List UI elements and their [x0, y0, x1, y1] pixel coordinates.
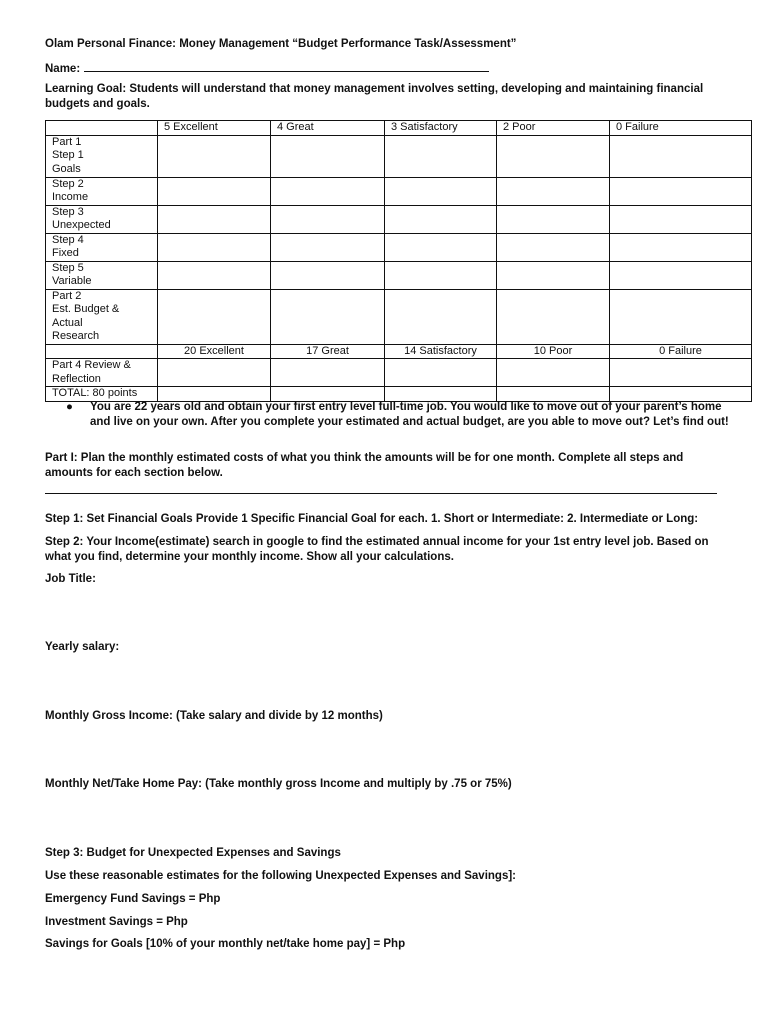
emergency-fund-line: Emergency Fund Savings = Php [45, 893, 221, 905]
rubric-header-row-2 [46, 344, 752, 359]
monthly-gross-label: Monthly Gross Income: (Take salary and divide by 12 months) [45, 710, 383, 722]
rubric-score-cell[interactable] [385, 177, 497, 205]
scenario-text: You are 22 years old and obtain your first entry level full-time job. You would like to move out of your parent’s home and live on your own. After you complete your estimated and actual budget, are you able to move out? Let’s find out! [90, 401, 729, 428]
bullet-icon: ● [66, 401, 73, 413]
use-estimates-text: Use these reasonable estimates for the following Unexpected Expenses and Savings]: [45, 870, 517, 882]
rubric-score-cell[interactable] [271, 177, 385, 205]
rubric-header-cell: 20 Excellent [158, 344, 271, 359]
rubric-header-row [46, 121, 752, 136]
step3-heading: Step 3: Budget for Unexpected Expenses and Savings [45, 847, 341, 859]
rubric-header-cell: 2 Poor [497, 121, 610, 136]
rubric-header-blank [46, 344, 158, 359]
rubric-score-cell[interactable] [385, 387, 497, 402]
document-title: Olam Personal Finance: Money Management “Budget Performance Task/Assessment” [45, 38, 517, 50]
rubric-score-cell[interactable] [610, 233, 752, 261]
learning-goal-label: Learning Goal: [45, 83, 127, 95]
rubric-score-cell[interactable] [610, 205, 752, 233]
rubric-row-label: Part 1 Step 1 Goals [46, 135, 158, 177]
rubric-score-cell[interactable] [497, 387, 610, 402]
part1-instructions: Part I: Plan the monthly estimated costs of what you think the amounts will be for one month. Complete all steps and amounts for each section below. [45, 452, 684, 479]
step1-heading: Step 1: Set Financial Goals Provide 1 Specific Financial Goal for each. 1. Short or Intermediate: 2. Intermediate or Long: [45, 513, 699, 525]
rubric-score-cell[interactable] [271, 233, 385, 261]
rubric-score-cell[interactable] [497, 233, 610, 261]
learning-goal-text: Students will understand that money management involves setting, developing and maintaining financial budgets and goals. [45, 83, 704, 110]
rubric-row-label: Part 2 Est. Budget & Actual Research [46, 289, 158, 344]
yearly-salary-label: Yearly salary: [45, 641, 120, 653]
rubric-score-cell[interactable] [271, 135, 385, 177]
monthly-net-label: Monthly Net/Take Home Pay: (Take monthly gross Income and multiply by .75 or 75%) [45, 778, 512, 790]
rubric-score-cell[interactable] [610, 387, 752, 402]
section-divider [45, 493, 717, 494]
rubric-score-cell[interactable] [158, 177, 271, 205]
rubric-header-cell: 10 Poor [497, 344, 610, 359]
rubric-row [46, 289, 752, 344]
rubric-header-cell: 0 Failure [610, 121, 752, 136]
investment-savings-line: Investment Savings = Php [45, 916, 188, 928]
rubric-header-cell: 17 Great [271, 344, 385, 359]
rubric-row-label: Step 5 Variable [46, 261, 158, 289]
name-label: Name: [45, 63, 81, 75]
savings-goals-line: Savings for Goals [10% of your monthly net/take home pay] = Php [45, 938, 406, 950]
rubric-row [46, 135, 752, 177]
rubric-score-cell[interactable] [385, 205, 497, 233]
rubric-score-cell[interactable] [158, 289, 271, 344]
rubric-score-cell[interactable] [271, 289, 385, 344]
name-field [45, 61, 489, 75]
rubric-score-cell[interactable] [158, 205, 271, 233]
learning-goal [45, 82, 725, 112]
rubric-row-label: Step 3 Unexpected [46, 205, 158, 233]
rubric-header-cell: 3 Satisfactory [385, 121, 497, 136]
rubric-score-cell[interactable] [271, 359, 385, 387]
rubric-table [45, 120, 752, 402]
rubric-score-cell[interactable] [271, 205, 385, 233]
rubric-score-cell[interactable] [385, 359, 497, 387]
rubric-header-cell: 0 Failure [610, 344, 752, 359]
rubric-score-cell[interactable] [158, 233, 271, 261]
rubric-header-cell: 5 Excellent [158, 121, 271, 136]
rubric-row [46, 177, 752, 205]
rubric-score-cell[interactable] [497, 135, 610, 177]
rubric-score-cell[interactable] [610, 289, 752, 344]
rubric-score-cell[interactable] [158, 359, 271, 387]
job-title-label: Job Title: [45, 573, 96, 585]
rubric-score-cell[interactable] [271, 261, 385, 289]
rubric-row [46, 359, 752, 387]
rubric-total-row [46, 387, 752, 402]
rubric-score-cell[interactable] [271, 387, 385, 402]
name-blank-line[interactable] [84, 61, 489, 72]
rubric-row [46, 261, 752, 289]
rubric-row [46, 205, 752, 233]
rubric-score-cell[interactable] [385, 261, 497, 289]
rubric-score-cell[interactable] [385, 135, 497, 177]
rubric-row-label: Step 2 Income [46, 177, 158, 205]
rubric-header-cell: 14 Satisfactory [385, 344, 497, 359]
rubric-row [46, 233, 752, 261]
rubric-header-blank [46, 121, 158, 136]
rubric-score-cell[interactable] [497, 261, 610, 289]
rubric-score-cell[interactable] [610, 359, 752, 387]
rubric-header-cell: 4 Great [271, 121, 385, 136]
rubric-row-label: Step 4 Fixed [46, 233, 158, 261]
rubric-row-label: Part 4 Review & Reflection [46, 359, 158, 387]
rubric-score-cell[interactable] [497, 289, 610, 344]
rubric-score-cell[interactable] [497, 177, 610, 205]
rubric-score-cell[interactable] [385, 233, 497, 261]
rubric-score-cell[interactable] [610, 177, 752, 205]
rubric-score-cell[interactable] [158, 261, 271, 289]
rubric-score-cell[interactable] [497, 205, 610, 233]
rubric-score-cell[interactable] [610, 261, 752, 289]
rubric-score-cell[interactable] [158, 387, 271, 402]
rubric-score-cell[interactable] [385, 289, 497, 344]
rubric-score-cell[interactable] [158, 135, 271, 177]
rubric-score-cell[interactable] [610, 135, 752, 177]
step2-heading: Step 2: Your Income(estimate) search in google to find the estimated annual income for your 1st entry level job. Based on what you find, determine your monthly income. Show all your calculations. [45, 536, 709, 563]
rubric-score-cell[interactable] [497, 359, 610, 387]
rubric-total-label: TOTAL: 80 points [46, 387, 158, 402]
